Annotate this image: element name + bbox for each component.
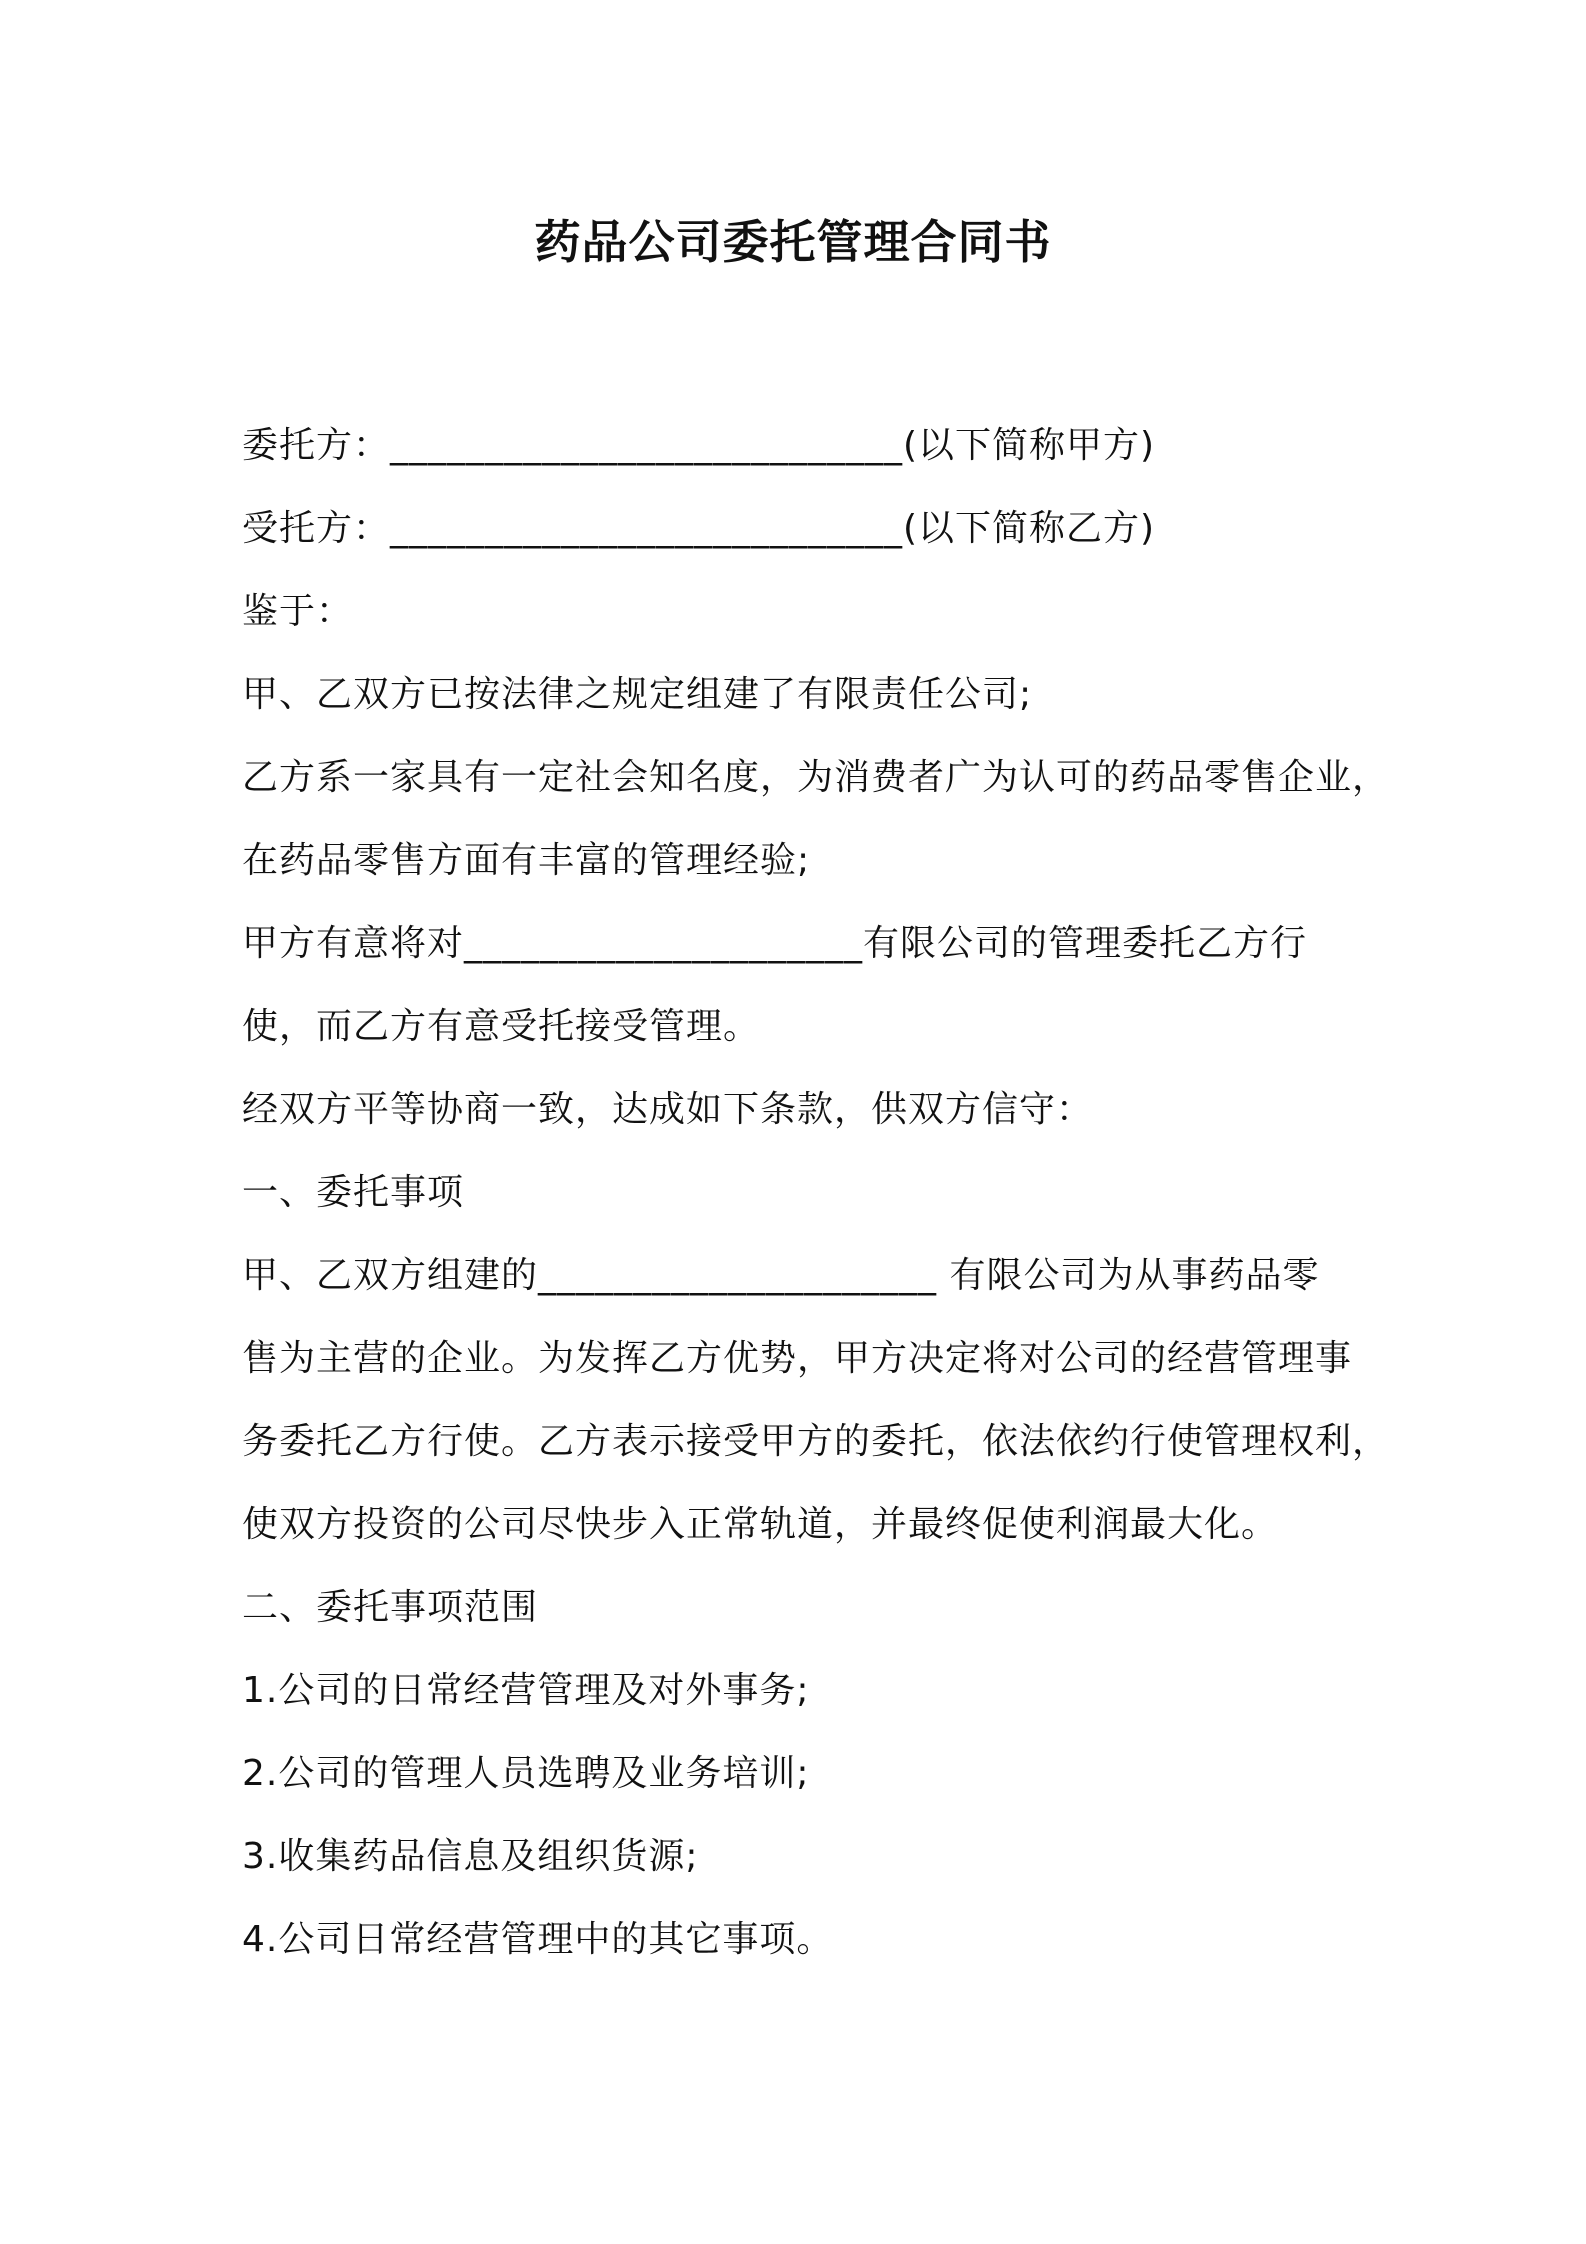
- paragraph-line: 甲方有意将对_____________________有限公司的管理委托乙方行: [242, 923, 1308, 964]
- list-item: 3.收集药品信息及组织货源;: [242, 1836, 699, 1877]
- paragraph-line: 经双方平等协商一致，达成如下条款，供双方信守：: [242, 1089, 1094, 1130]
- paragraph-line: 售为主营的企业。为发挥乙方优势，甲方决定将对公司的经营管理事: [242, 1338, 1353, 1379]
- paragraph-line: 甲、乙双方组建的_____________________ 有限公司为从事药品零: [242, 1255, 1320, 1296]
- section-heading-2: 二、委托事项范围: [242, 1587, 539, 1628]
- list-item: 4.公司日常经营管理中的其它事项。: [242, 1919, 834, 1960]
- whereas-heading: 鉴于：: [242, 591, 354, 632]
- list-item: 1.公司的日常经营管理及对外事务;: [242, 1670, 810, 1711]
- paragraph-line: 务委托乙方行使。乙方表示接受甲方的委托，依法依约行使管理权利，: [242, 1421, 1390, 1462]
- document-title: 药品公司委托管理合同书: [534, 215, 1052, 269]
- paragraph-line: 使双方投资的公司尽快步入正常轨道，并最终促使利润最大化。: [242, 1504, 1279, 1545]
- party-b-line: 受托方：___________________________(以下简称乙方): [242, 508, 1156, 549]
- paragraph-line: 在药品零售方面有丰富的管理经验;: [242, 840, 811, 881]
- paragraph-line: 乙方系一家具有一定社会知名度，为消费者广为认可的药品零售企业，: [242, 757, 1390, 798]
- paragraph-line: 使，而乙方有意受托接受管理。: [242, 1006, 761, 1047]
- party-a-line: 委托方：___________________________(以下简称甲方): [242, 425, 1156, 466]
- document-body: [242, 404, 1390, 1981]
- paragraph-line: 甲、乙双方已按法律之规定组建了有限责任公司;: [242, 674, 1033, 715]
- list-item: 2.公司的管理人员选聘及业务培训;: [242, 1753, 810, 1794]
- section-heading-1: 一、委托事项: [242, 1172, 465, 1213]
